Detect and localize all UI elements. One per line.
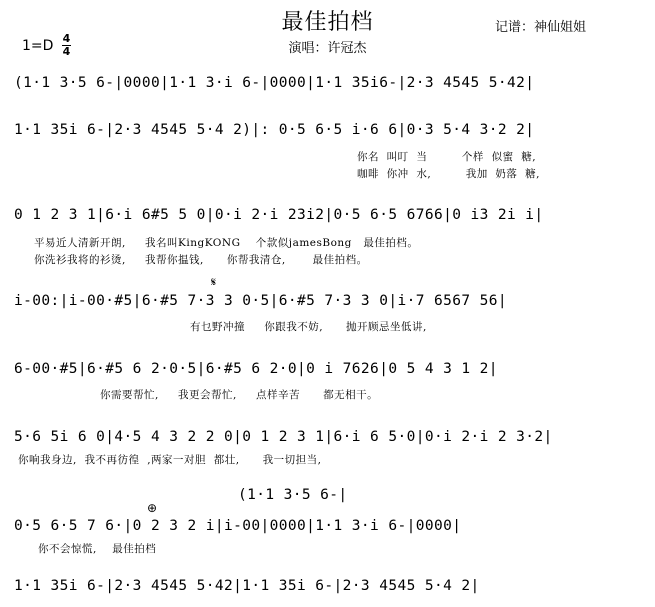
- time-signature-bottom: 4: [62, 45, 71, 58]
- notation-row-5: 6-00·#5|6·#5 6 2·0·5|6·#5 6 2·0|0 i 7626|0 5 4 3 1 2|: [14, 361, 498, 377]
- time-signature-top: 4: [62, 32, 71, 45]
- notation-row-6: 5·6 5i 6 0|4·5 4 3 2 2 0|0 1 2 3 1|6·i 6 5·0|0·i 2·i 2 3·2|: [14, 429, 553, 445]
- lyric-line: 你名 叫叮 当 个样 似蜜 糖,: [357, 151, 537, 163]
- key-signature: 1=D: [22, 38, 54, 54]
- lyric-line: 咖啡 你冲 水, 我加 奶落 糖,: [357, 168, 540, 180]
- notation-row-1: (1·1 3·5 6-|0000|1·1 3·i 6-|0000|1·1 35i6-|2·3 4545 5·42|: [14, 75, 535, 91]
- transcriber-credit: 记谱：神仙姐姐: [495, 20, 587, 35]
- notation-row-7: 0·5 6·5 7 6·|0 2 3 2 i|i-00|0000|1·1 3·i 6-|0000|: [14, 518, 462, 534]
- time-signature: [62, 34, 71, 57]
- singer-credit: 演唱：许冠杰: [288, 41, 367, 56]
- notation-row-8: 1·1 35i 6-|2·3 4545 5·42|1·1 35i 6-|2·3 4545 5·4 2|: [14, 578, 480, 594]
- lyric-line: 你需要帮忙, 我更会帮忙, 点样辛苦 都无相干。: [100, 389, 379, 401]
- notation-reprise: (1·1 3·5 6-|: [238, 487, 348, 503]
- lyric-line: 你响我身边, 我不再彷徨 ,两家一对胆 都壮, 我一切担当,: [18, 454, 322, 466]
- lyric-line: 你不会惊慌, 最佳拍档: [38, 543, 157, 555]
- lyric-line: 你洗衫我将的衫烫, 我帮你揾钱, 你帮我清仓, 最佳拍档。: [34, 254, 368, 266]
- notation-row-4: i-00:|i-00·#5|6·#5 7·3 3 0·5|6·#5 7·3 3 0|i·7 6567 56|: [14, 293, 508, 309]
- lyric-line: 平易近人清新开朗, 我名叫KingKONG 个款似jamesBong 最佳拍档。: [34, 237, 419, 249]
- notation-row-2: 1·1 35i 6-|2·3 4545 5·4 2)|: 0·5 6·5 i·6 6|0·3 5·4 3·2 2|: [14, 122, 535, 138]
- notation-row-3: 0 1 2 3 1|6·i 6#5 5 0|0·i 2·i 23i2|0·5 6·5 6766|0 i3 2i i|: [14, 207, 544, 223]
- segno-sign: 𝄋: [211, 275, 217, 289]
- coda-sign: ⊕: [147, 501, 158, 515]
- lyric-line: 有乜野冲撞 你跟我不妨, 抛开顾忌坐低讲,: [190, 321, 427, 333]
- song-title: 最佳拍档: [281, 10, 374, 35]
